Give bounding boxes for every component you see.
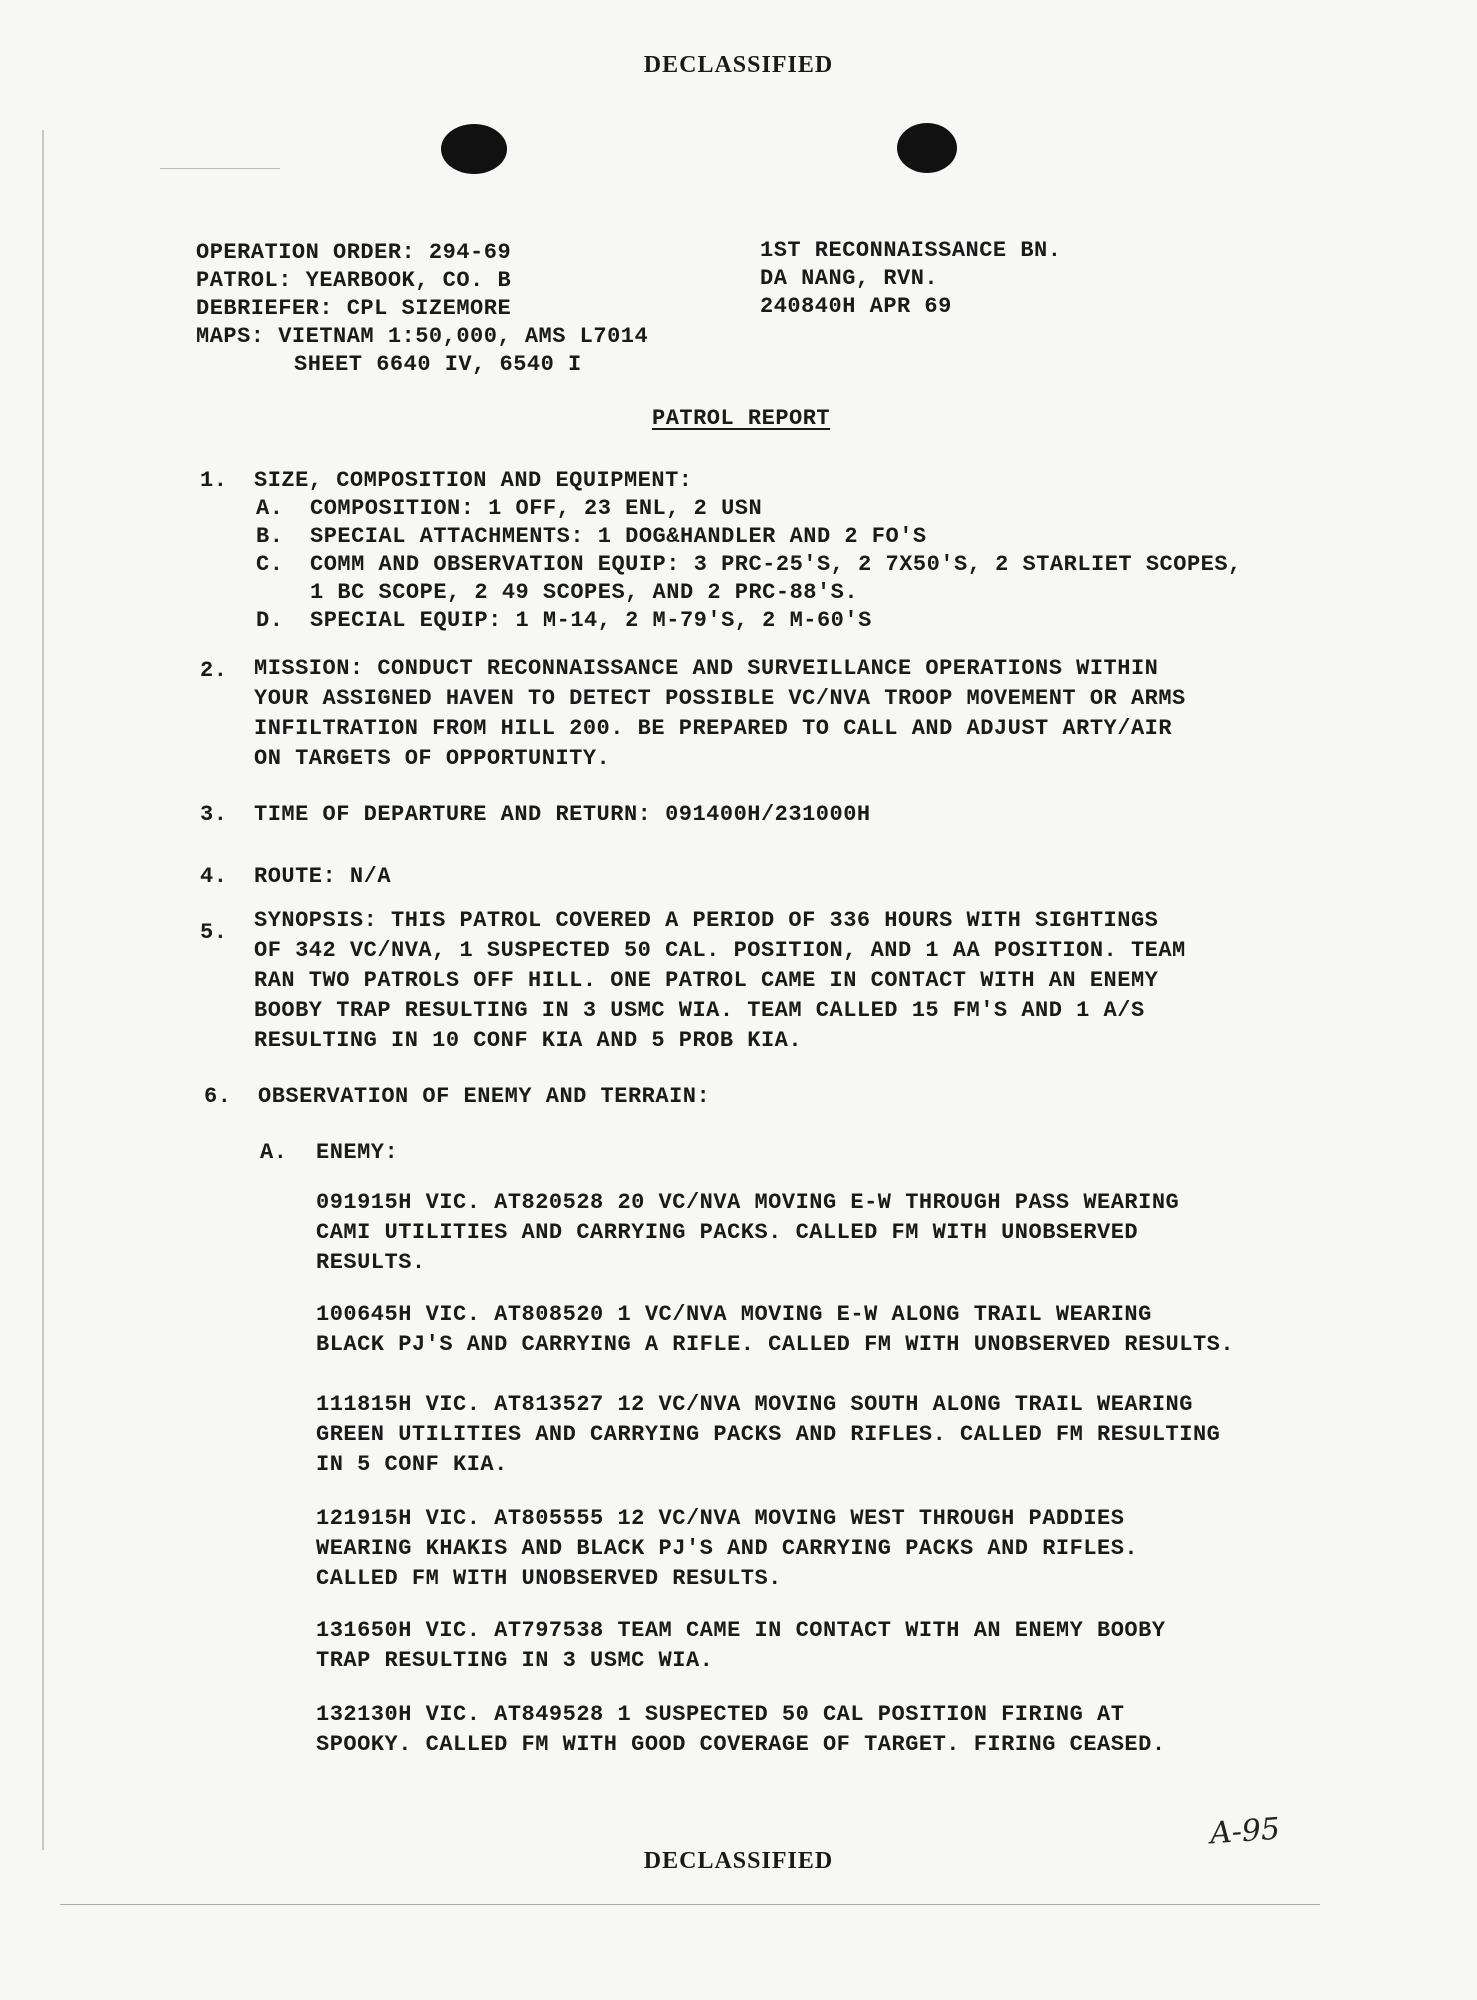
enemy-entry-line: CALLED FM WITH UNOBSERVED RESULTS. bbox=[316, 1566, 782, 1591]
enemy-entry-line: IN 5 CONF KIA. bbox=[316, 1452, 508, 1477]
enemy-entry-line: SPOOKY. CALLED FM WITH GOOD COVERAGE OF TARGET. FIRING CEASED. bbox=[316, 1732, 1166, 1757]
section-1-item-label: B. bbox=[256, 524, 284, 549]
enemy-entry-line: TRAP RESULTING IN 3 USMC WIA. bbox=[316, 1648, 714, 1673]
header-operation-order: OPERATION ORDER: 294-69 bbox=[196, 240, 512, 265]
section-1-item-label: D. bbox=[256, 608, 284, 633]
section-6-number: 6. bbox=[204, 1084, 232, 1109]
section-5-line: SYNOPSIS: THIS PATROL COVERED A PERIOD OF 336 HOURS WITH SIGHTINGS bbox=[254, 908, 1159, 933]
margin-scan-dash bbox=[160, 168, 280, 169]
report-title: PATROL REPORT bbox=[652, 406, 831, 431]
header-location: DA NANG, RVN. bbox=[760, 266, 939, 291]
enemy-entry-line: 131650H VIC. AT797538 TEAM CAME IN CONTACT WITH AN ENEMY BOOBY bbox=[316, 1618, 1166, 1643]
enemy-entry-line: RESULTS. bbox=[316, 1250, 426, 1275]
section-6-sub-heading: ENEMY: bbox=[316, 1140, 399, 1165]
handwritten-page-number: A-95 bbox=[1208, 1811, 1282, 1852]
section-5-line: BOOBY TRAP RESULTING IN 3 USMC WIA. TEAM CALLED 15 FM'S AND 1 A/S bbox=[254, 998, 1145, 1023]
enemy-entry-line: WEARING KHAKIS AND BLACK PJ'S AND CARRYING PACKS AND RIFLES. bbox=[316, 1536, 1139, 1561]
section-1-heading: SIZE, COMPOSITION AND EQUIPMENT: bbox=[254, 468, 693, 493]
section-1-item-label: A. bbox=[256, 496, 284, 521]
enemy-entry-line: BLACK PJ'S AND CARRYING A RIFLE. CALLED FM WITH UNOBSERVED RESULTS. bbox=[316, 1332, 1235, 1357]
section-1-item-text: COMM AND OBSERVATION EQUIP: 3 PRC-25'S, 2 7X50'S, 2 STARLIET SCOPES, bbox=[310, 552, 1242, 577]
section-6-heading: OBSERVATION OF ENEMY AND TERRAIN: bbox=[258, 1084, 711, 1109]
section-1-item-text: COMPOSITION: 1 OFF, 23 ENL, 2 USN bbox=[310, 496, 763, 521]
header-datetime: 240840H APR 69 bbox=[760, 294, 952, 319]
section-4-text: ROUTE: N/A bbox=[254, 864, 392, 889]
enemy-entry-line: 111815H VIC. AT813527 12 VC/NVA MOVING SOUTH ALONG TRAIL WEARING bbox=[316, 1392, 1193, 1417]
declassified-banner-bottom: DECLASSIFIED bbox=[643, 1848, 834, 1874]
punch-hole-right bbox=[897, 123, 957, 173]
section-1-item-text: SPECIAL EQUIP: 1 M-14, 2 M-79'S, 2 M-60'S bbox=[310, 608, 872, 633]
enemy-entry-line: GREEN UTILITIES AND CARRYING PACKS AND RIFLES. CALLED FM RESULTING bbox=[316, 1422, 1221, 1447]
section-2-number: 2. bbox=[200, 658, 228, 683]
enemy-entry-line: 100645H VIC. AT808520 1 VC/NVA MOVING E-W ALONG TRAIL WEARING bbox=[316, 1302, 1152, 1327]
section-1-item-label: C. bbox=[256, 552, 284, 577]
section-6-sub-label: A. bbox=[260, 1140, 288, 1165]
header-sheet: SHEET 6640 IV, 6540 I bbox=[294, 352, 582, 377]
section-3-number: 3. bbox=[200, 802, 228, 827]
section-4-number: 4. bbox=[200, 864, 228, 889]
section-5-number: 5. bbox=[200, 920, 228, 945]
enemy-entry-line: CAMI UTILITIES AND CARRYING PACKS. CALLED FM WITH UNOBSERVED bbox=[316, 1220, 1139, 1245]
header-debriefer: DEBRIEFER: CPL SIZEMORE bbox=[196, 296, 512, 321]
section-1-number: 1. bbox=[200, 468, 228, 493]
section-5-line: RAN TWO PATROLS OFF HILL. ONE PATROL CAME IN CONTACT WITH AN ENEMY bbox=[254, 968, 1159, 993]
section-5-line: OF 342 VC/NVA, 1 SUSPECTED 50 CAL. POSITION, AND 1 AA POSITION. TEAM bbox=[254, 938, 1186, 963]
punch-hole-left bbox=[441, 124, 507, 174]
section-2-line: INFILTRATION FROM HILL 200. BE PREPARED TO CALL AND ADJUST ARTY/AIR bbox=[254, 716, 1173, 741]
enemy-entry-line: 091915H VIC. AT820528 20 VC/NVA MOVING E-W THROUGH PASS WEARING bbox=[316, 1190, 1180, 1215]
section-5-line: RESULTING IN 10 CONF KIA AND 5 PROB KIA. bbox=[254, 1028, 803, 1053]
header-maps: MAPS: VIETNAM 1:50,000, AMS L7014 bbox=[196, 324, 649, 349]
header-patrol: PATROL: YEARBOOK, CO. B bbox=[196, 268, 512, 293]
section-1-item-text: SPECIAL ATTACHMENTS: 1 DOG&HANDLER AND 2 FO'S bbox=[310, 524, 927, 549]
header-unit: 1ST RECONNAISSANCE BN. bbox=[760, 238, 1062, 263]
section-2-line: YOUR ASSIGNED HAVEN TO DETECT POSSIBLE VC/NVA TROOP MOVEMENT OR ARMS bbox=[254, 686, 1186, 711]
section-1-item-text: 1 BC SCOPE, 2 49 SCOPES, AND 2 PRC-88'S. bbox=[310, 580, 859, 605]
enemy-entry-line: 121915H VIC. AT805555 12 VC/NVA MOVING WEST THROUGH PADDIES bbox=[316, 1506, 1125, 1531]
bottom-rule bbox=[60, 1904, 1320, 1905]
section-2-line: ON TARGETS OF OPPORTUNITY. bbox=[254, 746, 611, 771]
section-2-line: MISSION: CONDUCT RECONNAISSANCE AND SURVEILLANCE OPERATIONS WITHIN bbox=[254, 656, 1159, 681]
margin-scan-line bbox=[42, 130, 44, 1850]
enemy-entry-line: 132130H VIC. AT849528 1 SUSPECTED 50 CAL POSITION FIRING AT bbox=[316, 1702, 1125, 1727]
declassified-banner-top: DECLASSIFIED bbox=[643, 52, 834, 78]
section-3-text: TIME OF DEPARTURE AND RETURN: 091400H/231000H bbox=[254, 802, 871, 827]
